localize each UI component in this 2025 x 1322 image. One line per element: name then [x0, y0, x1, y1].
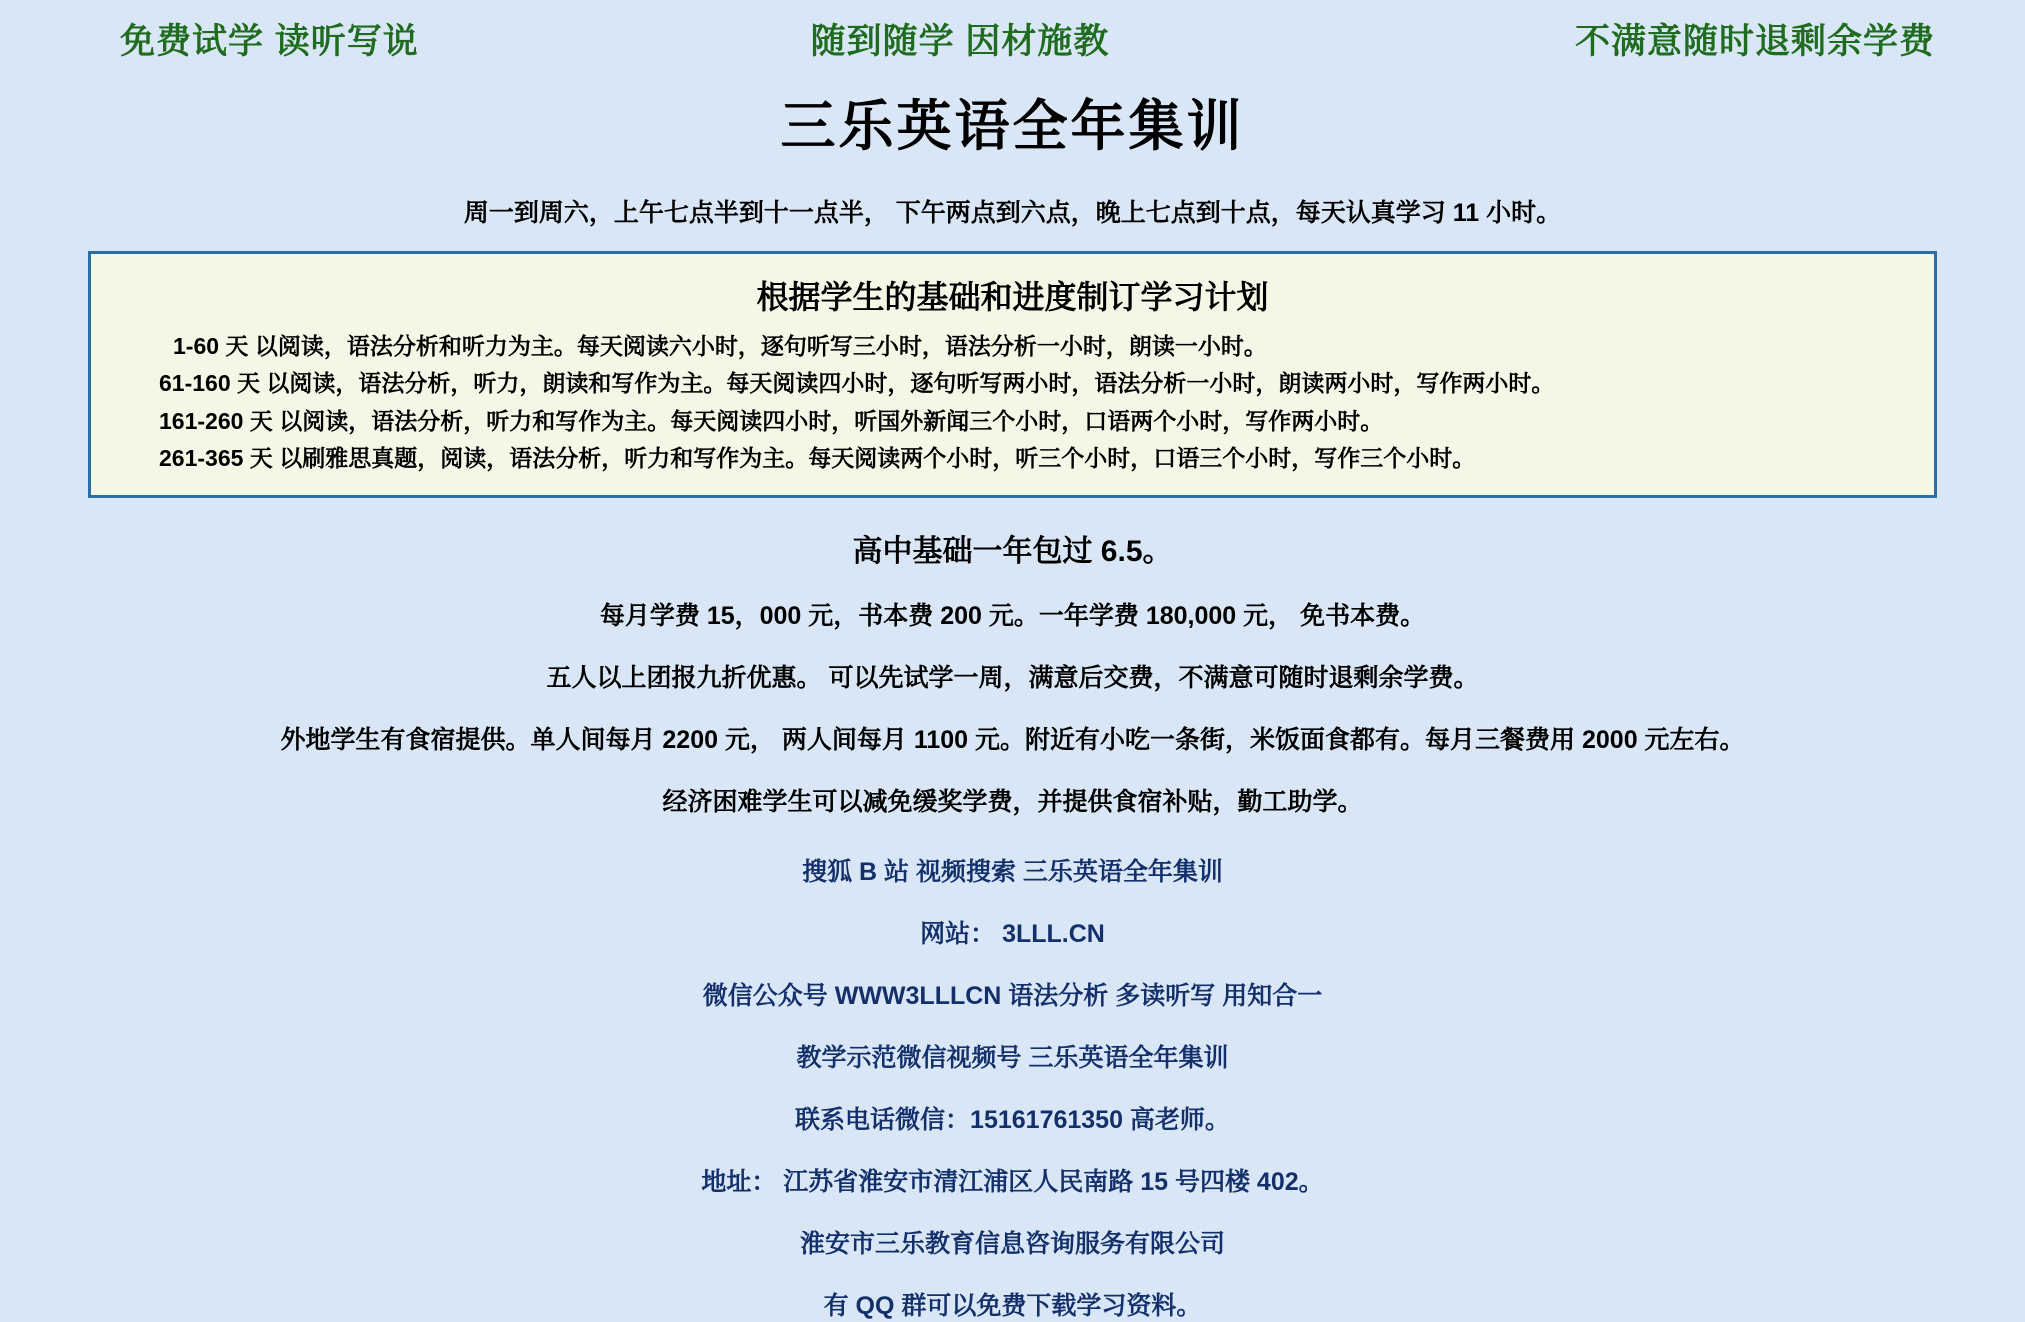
study-plan-item: 261-365 天 以刷雅思真题，阅读，语法分析，听力和写作为主。每天阅读两个小时，听三个小时，口语三个小时，写作三个小时。	[159, 444, 1476, 471]
slogan-free-trial: 免费试学 读听写说	[120, 22, 419, 61]
study-plan-box	[88, 251, 1937, 498]
score-guarantee-text: 高中基础一年包过 6.5。	[852, 535, 1173, 568]
contact-qq-group: 有 QQ 群可以免费下载学习资料。	[823, 1292, 1202, 1320]
slogan-row	[0, 0, 2025, 64]
study-plan-heading: 根据学生的基础和进度制订学习计划	[756, 279, 1269, 315]
contact-website: 网站： 3LLL.CN	[920, 920, 1105, 948]
fee-financial-aid: 经济困难学生可以减免缓奖学费，并提供食宿补贴，勤工助学。	[662, 788, 1363, 816]
fee-group-discount: 五人以上团报九折优惠。 可以先试学一周，满意后交费，不满意可随时退剩余学费。	[546, 664, 1479, 692]
contact-company: 淮安市三乐教育信息咨询服务有限公司	[799, 1230, 1225, 1258]
contact-wechat-official: 微信公众号 WWW3LLLCN 语法分析 多读听写 用知合一	[702, 982, 1323, 1010]
contact-video-search: 搜狐 B 站 视频搜索 三乐英语全年集训	[802, 858, 1223, 886]
daily-schedule-text: 周一到周六，上午七点半到十一点半， 下午两点到六点，晚上七点到十点，每天认真学习 11 小时。	[463, 199, 1562, 227]
study-plan-item: 61-160 天 以阅读，语法分析，听力，朗读和写作为主。每天阅读四小时，逐句听写两小时，语法分析一小时，朗读两小时，写作两小时。	[159, 370, 1555, 397]
study-plan-item: 161-260 天 以阅读，语法分析，听力和写作为主。每天阅读四小时，听国外新闻三个小时，口语两个小时，写作两小时。	[159, 407, 1384, 434]
contact-wechat-channel: 教学示范微信视频号 三乐英语全年集训	[796, 1044, 1229, 1072]
page-title: 三乐英语全年集训	[780, 95, 1245, 157]
fee-accommodation: 外地学生有食宿提供。单人间每月 2200 元， 两人间每月 1100 元。附近有小吃一条街，米饭面食都有。每月三餐费用 2000 元左右。	[280, 726, 1745, 754]
fee-tuition: 每月学费 15，000 元，书本费 200 元。一年学费 180,000 元， 免书本费。	[599, 602, 1426, 630]
study-plan-item: 1-60 天 以阅读，语法分析和听力为主。每天阅读六小时，逐句听写三小时，语法分析一小时，朗读一小时。	[173, 333, 1267, 359]
slogan-refund: 不满意随时退剩余学费	[1574, 22, 1935, 61]
slogan-flexible-teaching: 随到随学 因材施教	[810, 22, 1110, 61]
contact-phone: 联系电话微信：15161761350 高老师。	[795, 1106, 1230, 1134]
contact-address: 地址： 江苏省淮安市清江浦区人民南路 15 号四楼 402。	[701, 1168, 1324, 1196]
